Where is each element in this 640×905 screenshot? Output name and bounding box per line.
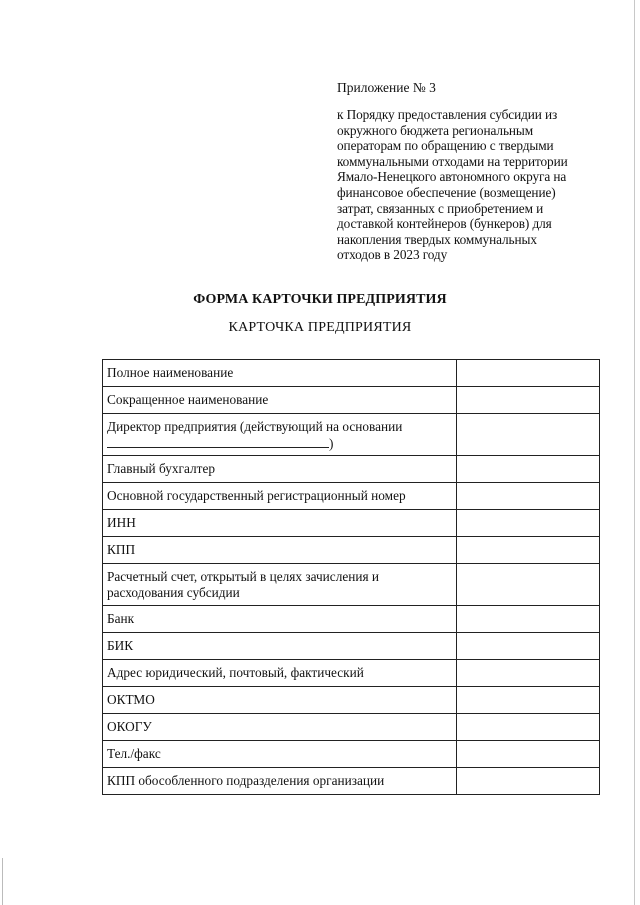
table-row [103, 606, 600, 633]
form-title: ФОРМА КАРТОЧКИ ПРЕДПРИЯТИЯ [193, 292, 447, 307]
table-row [103, 483, 600, 510]
row-value-branch-kpp[interactable] [456, 768, 599, 795]
appendix-line: окружного бюджета региональным [337, 122, 534, 138]
appendix-line: отходов в 2023 году [337, 247, 448, 263]
row-label-address: Адрес юридический, почтовый, фактический [103, 660, 457, 687]
table-row [103, 537, 600, 564]
row-value-okogu[interactable] [456, 714, 599, 741]
table-row [103, 510, 600, 537]
row-value-bik[interactable] [456, 633, 599, 660]
row-label-chief-accountant: Главный бухгалтер [103, 456, 457, 483]
row-label-branch-kpp: КПП обособленного подразделения организации [103, 768, 457, 795]
row-value-address[interactable] [456, 660, 599, 687]
row-value-inn[interactable] [456, 510, 599, 537]
row-label-oktmo: ОКТМО [103, 687, 457, 714]
table-row [103, 687, 600, 714]
row-value-oktmo[interactable] [456, 687, 599, 714]
appendix-line: коммунальными отходами на территории [337, 153, 568, 169]
row-value-full-name[interactable] [456, 360, 599, 387]
row-label-bank: Банк [103, 606, 457, 633]
director-label-text: Директор предприятия (действующий на основании [107, 419, 403, 434]
appendix-line: операторам по обращению с твердыми [337, 138, 554, 154]
row-value-account[interactable] [456, 564, 599, 606]
director-label-close: ) [329, 435, 334, 451]
row-label-bik: БИК [103, 633, 457, 660]
table-row [103, 633, 600, 660]
row-value-kpp[interactable] [456, 537, 599, 564]
row-value-bank[interactable] [456, 606, 599, 633]
appendix-line: финансовое обеспечение (возмещение) [337, 184, 556, 200]
row-label-account: Расчетный счет, открытый в целях зачисления и расходования субсидии [103, 564, 457, 606]
row-value-short-name[interactable] [456, 387, 599, 414]
page-edge [634, 0, 635, 905]
row-label-full-name: Полное наименование [103, 360, 457, 387]
enterprise-card-table [102, 359, 600, 795]
appendix-line: затрат, связанных с приобретением и [337, 200, 544, 216]
table-row [103, 564, 600, 606]
row-value-phone-fax[interactable] [456, 741, 599, 768]
director-basis-blank [107, 435, 329, 448]
appendix-description [337, 107, 602, 263]
table-row [103, 714, 600, 741]
card-title: КАРТОЧКА ПРЕДПРИЯТИЯ [228, 320, 412, 335]
row-value-chief-accountant[interactable] [456, 456, 599, 483]
row-label-short-name: Сокращенное наименование [103, 387, 457, 414]
row-label-okogu: ОКОГУ [103, 714, 457, 741]
row-label-phone-fax: Тел./факс [103, 741, 457, 768]
row-label-ogrn: Основной государственный регистрационный номер [103, 483, 457, 510]
appendix-line: Ямало-Ненецкого автономного округа на [337, 169, 567, 185]
table-row [103, 741, 600, 768]
appendix-number: Приложение № 3 [337, 80, 436, 95]
row-label-kpp: КПП [103, 537, 457, 564]
appendix-line: доставкой контейнеров (бункеров) для [337, 216, 552, 232]
table-row [103, 660, 600, 687]
table-row [103, 414, 600, 456]
table-row [103, 360, 600, 387]
page-edge-mark [2, 858, 3, 905]
row-value-ogrn[interactable] [456, 483, 599, 510]
table-row [103, 387, 600, 414]
row-label-director [103, 414, 457, 456]
table-row [103, 456, 600, 483]
row-value-director[interactable] [456, 414, 599, 456]
appendix-line: к Порядку предоставления субсидии из [337, 107, 558, 122]
table-row [103, 768, 600, 795]
row-label-inn: ИНН [103, 510, 457, 537]
appendix-line: накопления твердых коммунальных [337, 231, 537, 247]
